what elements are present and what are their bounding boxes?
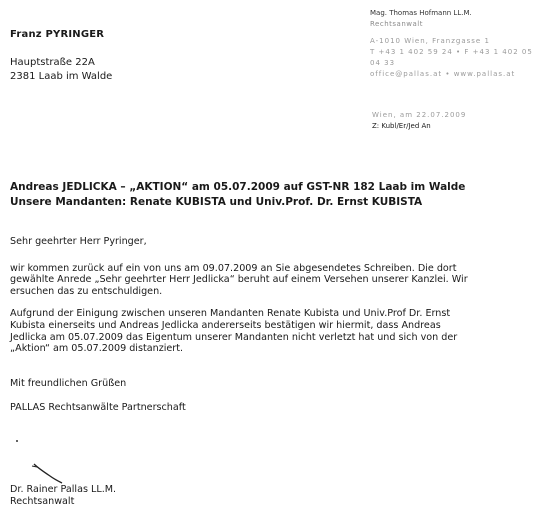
subject-block — [10, 180, 465, 210]
body-paragraph-2: Aufgrund der Einigung zwischen unseren Mandanten Renate Kubista und Univ.Prof Dr. Ernst Kubista einerseits und Andreas Jedlicka andererseits bestätigen wir hiermit, dass Andreas Jedlicka am 05.07.2009 das Eigentum unserer Mandanten nicht verletzt hat und sich von der „Aktion“ am 05.07.2009 distanziert. — [10, 308, 458, 355]
letter-reference: Z: Kubl/Er/Jed An — [372, 122, 431, 130]
salutation: Sehr geehrter Herr Pyringer, — [10, 236, 147, 247]
recipient-city: 2381 Laab im Walde — [10, 71, 113, 82]
letter-date: Wien, am 22.07.2009 — [372, 111, 467, 119]
closing-block — [10, 378, 186, 426]
sender-role: Rechtsanwalt — [370, 20, 423, 28]
letter-body — [10, 236, 470, 366]
body-paragraph-1: wir kommen zurück auf ein von uns am 09.07.2009 an Sie abgesendetes Schreiben. Die dort gewählte Anrede „Sehr geehrter Herr Jedlicka“ beruht auf einem Versehen unserer Kanzlei. Wir ersuchen das zu entschuldigen. — [10, 262, 468, 297]
signer-title: Rechtsanwalt — [10, 496, 75, 507]
sender-lawyer: Mag. Thomas Hofmann LL.M. — [370, 9, 472, 17]
recipient-block — [10, 28, 112, 84]
sender-web: office@pallas.at • www.pallas.at — [370, 70, 516, 78]
closing-firm: PALLAS Rechtsanwälte Partnerschaft — [10, 402, 186, 413]
sender-phone: T +43 1 402 59 24 • F +43 1 402 05 04 33 — [370, 48, 533, 67]
recipient-street: Hauptstraße 22A — [10, 57, 95, 68]
subject-line-1: Andreas JEDLICKA – „AKTION“ am 05.07.2009 auf GST-NR 182 Laab im Walde — [10, 181, 466, 193]
closing-greeting: Mit freundlichen Grüßen — [10, 378, 127, 389]
signer-block — [10, 484, 116, 508]
signer-name: Dr. Rainer Pallas LL.M. — [10, 484, 117, 495]
subject-line-2: Unsere Mandanten: Renate KUBISTA und Univ.Prof. Dr. Ernst KUBISTA — [10, 196, 423, 208]
sender-address: A-1010 Wien, Franzgasse 1 — [370, 37, 490, 45]
sender-block — [370, 8, 536, 80]
stray-mark — [16, 440, 18, 442]
recipient-name: Franz PYRINGER — [10, 29, 105, 40]
handwritten-signature — [28, 462, 68, 484]
date-block — [372, 110, 466, 132]
